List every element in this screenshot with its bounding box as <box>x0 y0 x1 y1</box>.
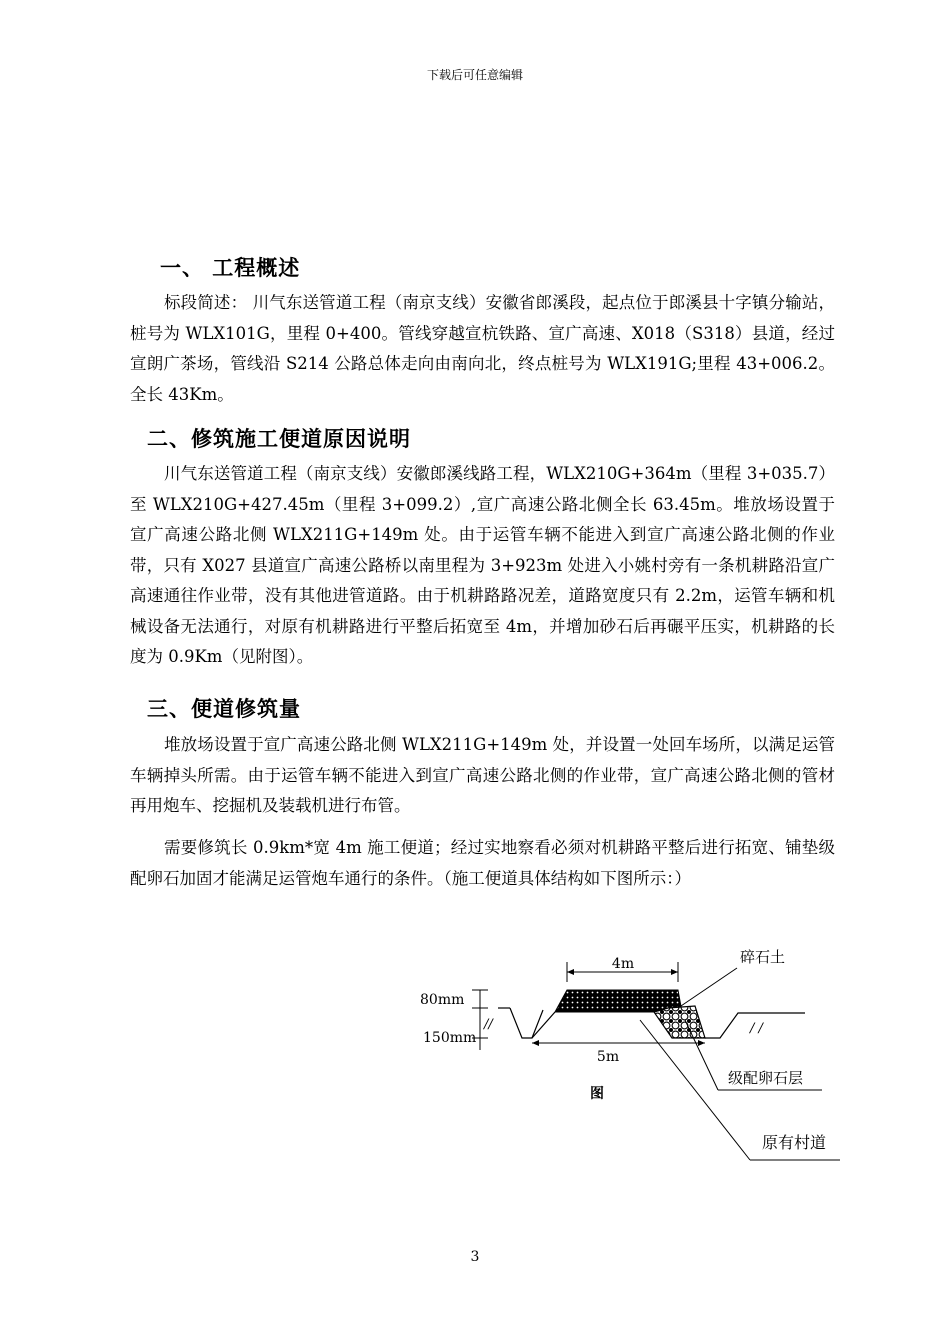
dim-5m-arrow-left <box>532 1040 539 1046</box>
label-150mm: 150mm <box>423 1030 477 1046</box>
section-3-heading: 三、便道修筑量 <box>147 697 301 721</box>
header-note: 下载后可任意编辑 <box>426 68 523 82</box>
section-3-paragraph-2: 需要修筑长 0.9km*宽 4m 施工便道；经过实地察看必须对机耕路平整后进行拓宽、铺垫级配卵石加固才能满足运管炮车通行的条件。（施工便道具体结构如下图所示：） <box>130 838 835 888</box>
graded-gravel-layer <box>654 1006 705 1038</box>
dim-4m-arrow-left <box>567 969 574 975</box>
crushed-stone-layer <box>555 990 682 1012</box>
dim-4m-arrow-right <box>671 969 678 975</box>
section-1-paragraph: 标段简述： 川气东送管道工程（南京支线）安徽省郎溪段，起点位于郎溪县十字镇分输站，桩号为 WLX101G，里程 0+400。管线穿越宣杭铁路、宣广高速、X018（S318）县道，经过宣朗广茶场，管线沿 S214 公路总体走向由南向北，终点桩号为 WLX191G;里程 43+006.2。全长 43Km。 <box>130 293 835 404</box>
label-4m: 4m <box>611 956 635 972</box>
label-crushed-stone: 碎石土 <box>740 948 786 966</box>
label-80mm: 80mm <box>420 992 465 1008</box>
section-2-paragraph: 川气东送管道工程（南京支线）安徽郎溪线路工程，WLX210G+364m（里程 3+035.7）至 WLX210G+427.45m（里程 3+099.2）,宣广高速公路北侧全长 63.45m。堆放场设置于宣广高速公路北侧 WLX211G+149m 处。由于运管车辆不能进入到宣广高速公路北侧的作业带，只有 X027 县道宣广高速公路桥以南里程为 3+923m 处进入小姚村旁有一条机耕路沿宣广高速通往作业带，没有其他进管道路。由于机耕路路况差，道路宽度只有 2.2m，运管车辆和机械设备无法通行，对原有机耕路进行平整后拓宽至 4m，并增加砂石后再碾平压实，机耕路的长度为 0.9Km（见附图）。 <box>130 464 835 666</box>
hatch-right: / / <box>750 1021 763 1036</box>
page-number: 3 <box>470 1249 480 1265</box>
label-graded-gravel: 级配卵石层 <box>728 1069 804 1087</box>
ditch-left <box>510 1008 543 1038</box>
dim-5m-arrow-right <box>698 1040 705 1046</box>
figure-caption: 图 <box>590 1086 604 1102</box>
road-base-left-slope <box>532 1012 555 1038</box>
road-cross-section-diagram <box>410 940 850 1174</box>
section-2-heading: 二、修筑施工便道原因说明 <box>147 427 411 451</box>
label-5m: 5m <box>596 1049 620 1065</box>
label-original-road: 原有村道 <box>762 1133 827 1152</box>
hatch-left: // <box>484 1017 493 1032</box>
diagram-svg <box>410 940 850 1170</box>
leader-crushed-stone <box>678 968 737 1008</box>
section-1-heading: 一、 工程概述 <box>160 256 301 280</box>
section-3-paragraph-1: 堆放场设置于宣广高速公路北侧 WLX211G+149m 处，并设置一处回车场所，以满足运管车辆掉头所需。由于运管车辆不能进入到宣广高速公路北侧的作业带，宣广高速公路北侧的管材再用炮车、挖掘机及装载机进行布管。 <box>130 735 835 815</box>
